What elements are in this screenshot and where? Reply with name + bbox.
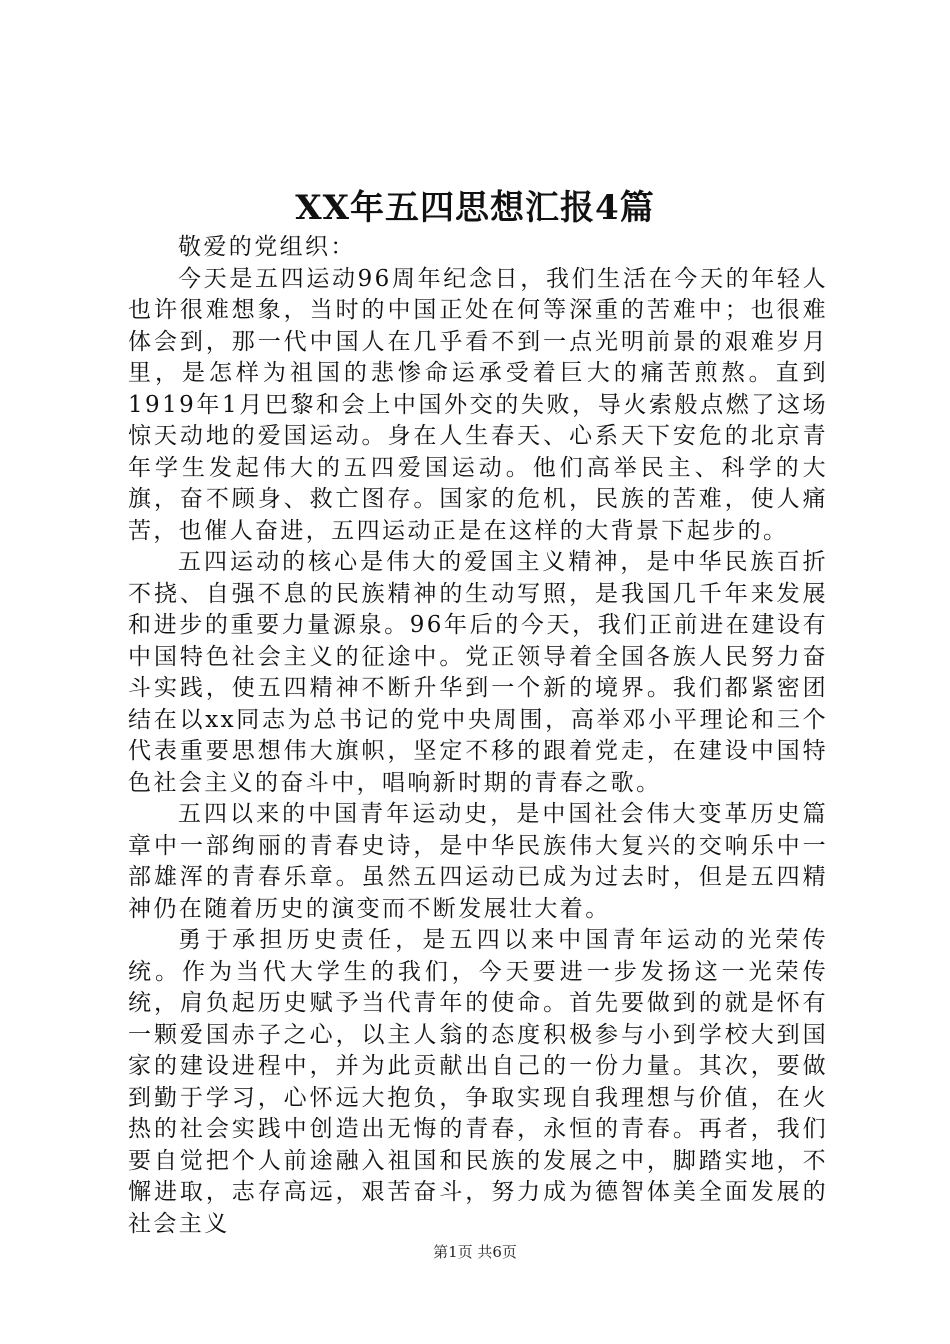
paragraph-4: 勇于承担历史责任，是五四以来中国青年运动的光荣传统。作为当代大学生的我们，今天要进一步发扬这一光荣传统，肩负起历史赋予当代青年的使命。首先要做到的就是怀有一颗爱国赤子之心，以主人翁的态度积极参与小到学校大到国家的建设进程中，并为此贡献出自己的一份力量。其次，要做到勤于学习，心怀远大抱负，争取实现自我理想与价值，在火热的社会实践中创造出无悔的青春，永恒的青春。再者，我们要自觉把个人前途融入祖国和民族的发展之中，脚踏实地，不懈进取，志存高远，艰苦奋斗，努力成为德智体美全面发展的社会主义 [128,927,828,1237]
document-title: XX年五四思想汇报4篇 [295,188,655,228]
paragraph-2: 五四运动的核心是伟大的爱国主义精神，是中华民族百折不挠、自强不息的民族精神的生动写照，是我国几千年来发展和进步的重要力量源泉。96年后的今天，我们正前进在建设有中国特色社会主义的征途中。党正领导着全国各族人民努力奋斗实践，使五四精神不断升华到一个新的境界。我们都紧密团结在以xx同志为总书记的党中央周围，高举邓小平理论和三个代表重要思想伟大旗帜，坚定不移的跟着党走，在建设中国特色社会主义的奋斗中，唱响新时期的青春之歌。 [128,549,828,796]
paragraph-1: 今天是五四运动96周年纪念日，我们生活在今天的年轻人也许很难想象，当时的中国正处在何等深重的苦难中；也很难体会到，那一代中国人在几乎看不到一点光明前景的艰难岁月里，是怎样为祖国的悲惨命运承受着巨大的痛苦煎熬。直到1919年1月巴黎和会上中国外交的失败，导火索般点燃了这场惊天动地的爱国运动。身在人生春天、心系天下安危的北京青年学生发起伟大的五四爱国运动。他们高举民主、科学的大旗，奋不顾身、救亡图存。国家的危机，民族的苦难，使人痛苦，也催人奋进，五四运动正是在这样的大背景下起步的。 [128,265,828,544]
salutation: 敬爱的党组织： [178,234,356,260]
paragraph-3: 五四以来的中国青年运动史，是中国社会伟大变革历史篇章中一部绚丽的青春史诗，是中华民族伟大复兴的交响乐中一部雄浑的青春乐章。虽然五四运动已成为过去时，但是五四精神仍在随着历史的演变而不断发展壮大着。 [128,801,828,922]
page-number-footer: 第1页 共6页 [433,1243,517,1261]
document-body [128,232,828,1240]
